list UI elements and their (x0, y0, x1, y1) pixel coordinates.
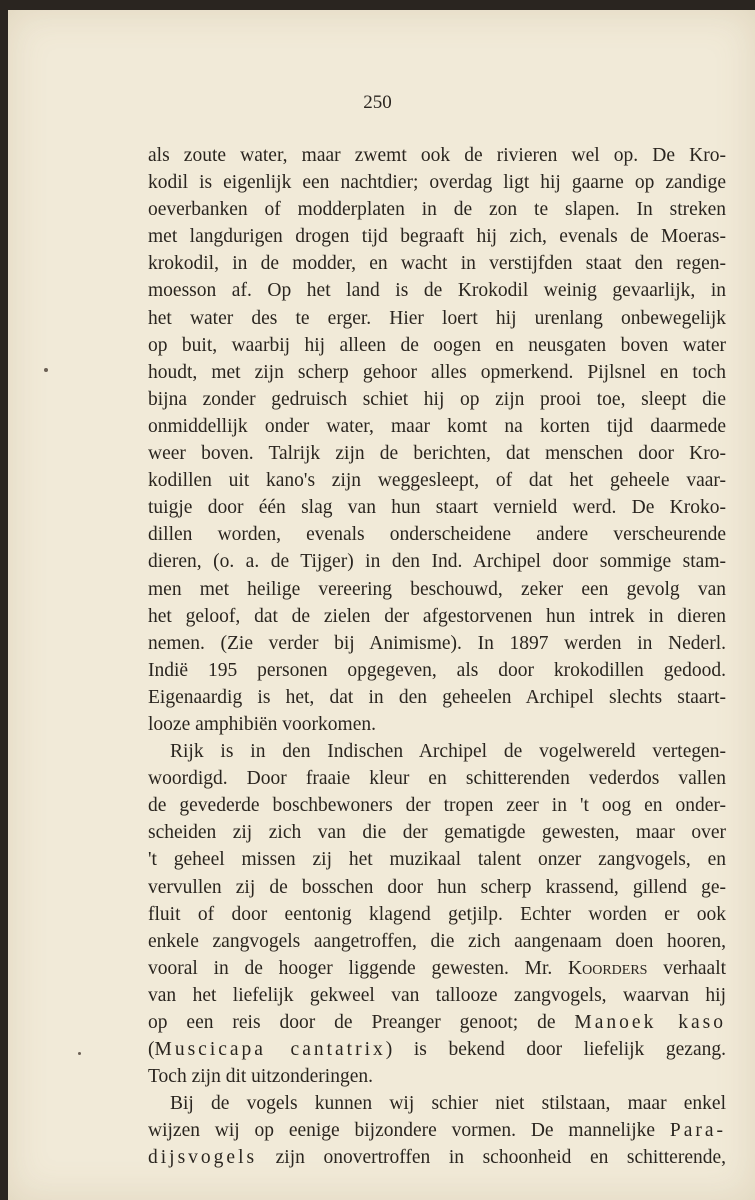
text-line: Indië 195 personen opgegeven, als door krokodillen gedood. (148, 659, 726, 681)
author-name-koorders: Koorders (568, 957, 648, 979)
page-number: 250 (363, 92, 392, 113)
text-line: men met heilige vereering beschouwd, zeker een gevolg van (148, 578, 726, 600)
text-line: scheiden zij zich van die der gematigde gewesten, maar over (148, 822, 726, 844)
species-name-manoek-kaso: Manoek kaso (574, 1012, 726, 1033)
margin-dot (44, 368, 48, 372)
text-line (148, 955, 726, 982)
text-line: Bij de vogels kunnen wij schier niet stilstaan, maar enkel (170, 1093, 726, 1115)
text-line: kodil is eigenlijk een nachtdier; overdag ligt hij gaarne op zandige (148, 172, 726, 194)
text-line (148, 1036, 726, 1063)
text-line: onmiddellijk onder water, maar komt na korten tijd daarmede (148, 415, 726, 437)
body-text (148, 142, 726, 1172)
line-segment: vooral in de hooger liggende gewesten. Mr. (148, 957, 553, 979)
term-paradijsvogels: Para- (669, 1120, 727, 1142)
text-line: bijna zonder gedruisch schiet hij op zijn prooi toe, sleept die (148, 388, 726, 410)
text-line: moesson af. Op het land is de Krokodil weinig gevaarlijk, in (148, 280, 726, 302)
text-line: weer boven. Talrijk zijn de berichten, dat menschen door Kro- (148, 443, 726, 465)
text-line: nemen. (Zie verder bij Animisme). In 1897 werden in Nederl. (148, 632, 726, 654)
text-line: het water des te erger. Hier loert hij urenlang onbewegelijk (148, 307, 726, 329)
text-line: woordigd. Door fraaie kleur en schitterenden vederdos vallen (148, 768, 726, 790)
margin-dot (78, 1052, 81, 1055)
text-line (148, 1009, 726, 1036)
text-line: oeverbanken of modderplaten in de zon te slapen. In streken (148, 199, 726, 221)
text-line: enkele zangvogels aangetroffen, die zich aangenaam doen hooren, (148, 930, 726, 952)
text-line: dieren, (o. a. de Tijger) in den Ind. Archipel door sommige stam- (148, 551, 726, 573)
text-line: het geloof, dat de zielen der afgestorvenen hun intrek in dieren (148, 605, 726, 627)
text-line: 't geheel missen zij het muzikaal talent onzer zangvogels, en (148, 849, 726, 871)
text-line: Rijk is in den Indischen Archipel de vogelwereld vertegen- (170, 741, 726, 763)
line-segment: zijn onovertroffen in schoonheid en schitterende, (275, 1147, 727, 1169)
line-segment: ( (148, 1039, 155, 1061)
text-line (148, 1117, 726, 1144)
text-line: krokodil, in de modder, en wacht in verstijfden staat den regen- (148, 253, 726, 275)
text-line: looze amphibiën voorkomen. (148, 713, 376, 735)
term-paradijsvogels-cont: dijsvogels (148, 1147, 258, 1169)
text-line: van het liefelijk gekweel van tallooze zangvogels, waarvan hij (148, 984, 726, 1006)
line-segment: wijzen wij op eenige bijzondere vormen. De mannelijke (148, 1120, 656, 1142)
text-line: fluit of door eentonig klagend getjilp. Echter worden er ook (148, 903, 726, 925)
text-line: de gevederde boschbewoners der tropen zeer in 't oog en onder- (148, 795, 726, 817)
text-line (148, 1144, 726, 1171)
text-line: als zoute water, maar zwemt ook de rivieren wel op. De Kro- (148, 145, 726, 166)
line-segment: op een reis door de Preanger genoot; de (148, 1012, 556, 1033)
line-segment: ) is bekend door liefelijk gezang. (385, 1039, 726, 1061)
text-line: op buit, waarbij hij alleen de oogen en neusgaten boven water (148, 334, 726, 356)
species-name-latin: Muscicapa cantatrix (154, 1039, 386, 1061)
text-line: vervullen zij de bosschen door hun scherp krassend, gillend ge- (148, 876, 726, 898)
text-line: Eigenaardig is het, dat in den geheelen Archipel slechts staart- (148, 686, 726, 708)
text-line: met langdurigen drogen tijd begraaft hij zich, evenals de Moeras- (148, 226, 726, 248)
text-line: Toch zijn dit uitzonderingen. (148, 1066, 373, 1088)
text-line: kodillen uit kano's zijn weggesleept, of dat het geheele vaar- (148, 470, 726, 492)
text-line: dillen worden, evenals onderscheidene andere verscheurende (148, 524, 726, 546)
text-line: tuigje door één slag van hun staart vernield werd. De Kroko- (148, 497, 726, 519)
text-line: houdt, met zijn scherp gehoor alles opmerkend. Pijlsnel en toch (148, 361, 726, 383)
line-segment: verhaalt (663, 957, 727, 979)
